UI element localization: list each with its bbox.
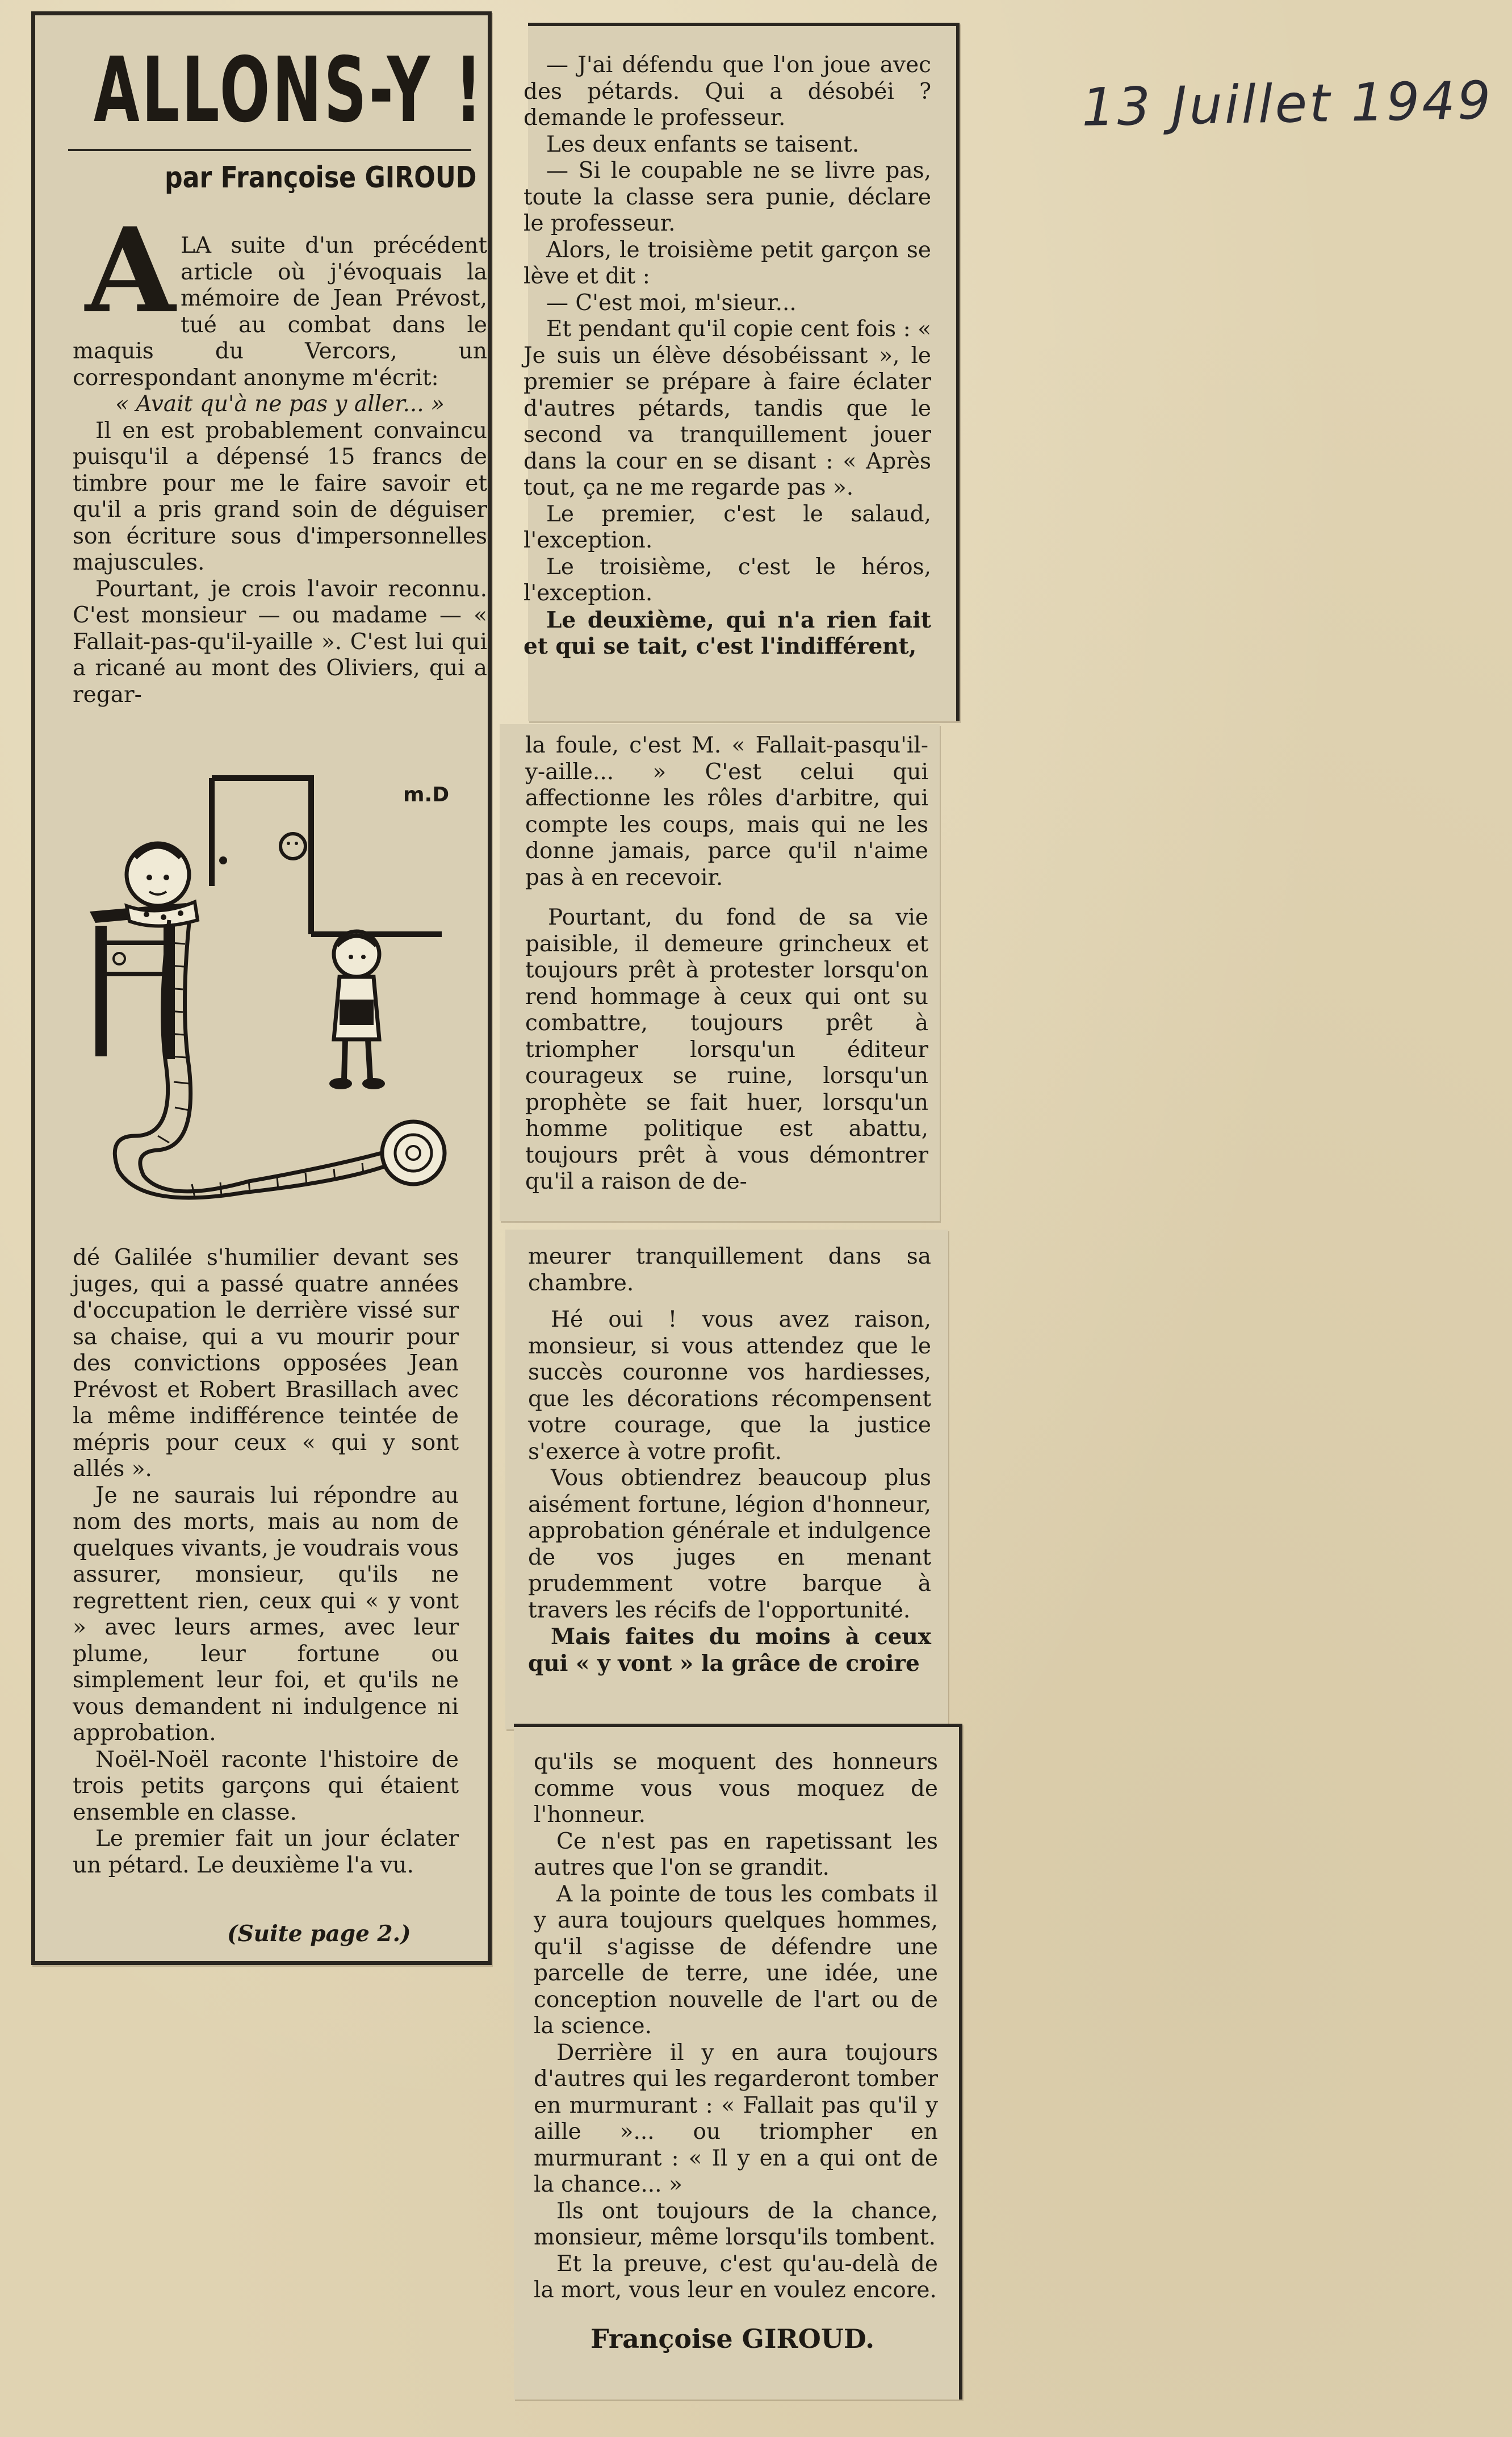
paragraph: la foule, c'est M. « Fallait-pasqu'il-y-aille... » C'est celui qui affectionne les rôles d'arbitre, qui compte les coups, mais qui ne les donne jamais, parce qu'il n'aime pas à en recevoir. bbox=[525, 733, 928, 891]
paragraph: qu'ils se moquent des honneurs comme vous vous moquez de l'honneur. bbox=[534, 1749, 938, 1828]
column-2a-text bbox=[523, 52, 931, 717]
paragraph: dé Galilée s'humilier devant ses juges, qui a passé quatre années d'occupation le derrière vissé sur sa chaise, qui a vu mourir pour des convictions opposées Jean Prévost et Robert Brasillach avec la même indifférence teintée de mépris pour ceux « qui y sont allés ». bbox=[73, 1245, 459, 1482]
paragraph: Hé oui ! vous avez raison, monsieur, si vous attendez que le succès couronne vos hardiesses, que les décorations récompensent votre courage, que la justice s'exerce à votre profit. bbox=[528, 1307, 931, 1465]
article-signature: Françoise GIROUD. bbox=[590, 2323, 875, 2354]
paragraph: Ce n'est pas en rapetissant les autres que l'on se grandit. bbox=[534, 1828, 938, 1880]
continued-note: (Suite page 2.) bbox=[227, 1921, 411, 1947]
paragraph: Pourtant, du fond de sa vie paisible, il demeure grincheux et toujours prêt à protester lorsqu'on rend hommage à ceux qui ont su combattre, toujours prêt à triompher lorsqu'un éditeur courageux se ruine, lorsqu'un prophète se fait huer, lorsqu'un homme politique est abattu, toujours prêt à vous démontrer qu'il a raison de de- bbox=[525, 905, 928, 1194]
paragraph: Pourtant, je crois l'avoir reconnu. C'est monsieur — ou madame — « Fallait-pas-qu'il-yaille ». C'est lui qui a ricané au mont des Oliviers, qui a regar- bbox=[73, 576, 487, 708]
paragraph: Le troisième, c'est le héros, l'exception. bbox=[523, 554, 931, 606]
paragraph: A la pointe de tous les combats il y aura toujours quelques hommes, qu'il s'agisse de défendre une parcelle de terre, une idée, une conception nouvelle de l'art ou de la science. bbox=[534, 1881, 938, 2039]
paragraph: LA suite d'un précédent article où j'évoquais la mémoire de Jean Prévost, tué au combat dans le maquis du Vercors, un correspondant anonyme m'écrit: bbox=[73, 233, 487, 391]
paragraph: Derrière il y en aura toujours d'autres qui les regarderont tomber en murmurant : « Fallait pas qu'il y aille »... ou triompher en murmurant : « Il y en a qui ont de la chance... » bbox=[534, 2039, 938, 2197]
paragraph: Et la preuve, c'est qu'au-delà de la mort, vous leur en voulez encore. bbox=[534, 2251, 938, 2303]
handwritten-date: 13 Juillet 1949 bbox=[1081, 70, 1494, 138]
paragraph: Ils ont toujours de la chance, monsieur, même lorsqu'ils tombent. bbox=[534, 2198, 938, 2250]
paragraph-quote: « Avait qu'à ne pas y aller... » bbox=[115, 391, 445, 417]
column-1-intro bbox=[73, 233, 487, 764]
paragraph: Je ne saurais lui répondre au nom des morts, mais au nom de quelques vivants, je voudrais vous assurer, monsieur, qu'ils ne regrettent rien, ceux qui « y vont » avec leurs armes, avec leur plume, leur fortune ou simplement leur foi, et qu'ils ne vous demandent ni indulgence ni approbation. bbox=[73, 1482, 459, 1746]
byline-rule bbox=[68, 149, 471, 151]
column-2d-text bbox=[534, 1749, 938, 2317]
paragraph: Noël-Noël raconte l'histoire de trois petits garçons qui étaient ensemble en classe. bbox=[73, 1746, 459, 1825]
paragraph: Le deuxième, qui n'a rien fait et qui se tait, c'est l'indifférent, bbox=[523, 607, 931, 659]
paragraph: Les deux enfants se taisent. bbox=[546, 131, 860, 157]
paragraph: Et pendant qu'il copie cent fois : « Je suis un élève désobéissant », le premier se prépare à faire éclater d'autres pétards, tandis que le second va tranquillement jouer dans la cour en se disant : « Après tout, ça ne me regarde pas ». bbox=[523, 316, 931, 500]
paragraph: Le premier fait un jour éclater un pétard. Le deuxième l'a vu. bbox=[73, 1826, 459, 1878]
article-headline: ALLONS-Y ! bbox=[94, 38, 484, 143]
column-2c-text bbox=[528, 1244, 931, 1727]
paragraph: — J'ai défendu que l'on joue avec des pétards. Qui a désobéi ? demande le professeur. bbox=[523, 52, 931, 131]
paragraph: Vous obtiendrez beaucoup plus aisément fortune, légion d'honneur, approbation générale et indulgence de vos juges en menant prudemment votre barque à travers les récifs de l'opportunité. bbox=[528, 1465, 931, 1623]
paragraph: — Si le coupable ne se livre pas, toute la classe sera punie, déclare le professeur. bbox=[523, 158, 931, 236]
paragraph: Mais faites du moins à ceux qui « y vont » la grâce de croire bbox=[528, 1624, 931, 1677]
cartoon-illustration bbox=[73, 772, 481, 1227]
column-1-continued bbox=[73, 1245, 459, 1915]
paragraph: Alors, le troisième petit garçon se lève et dit : bbox=[523, 237, 931, 289]
paragraph: Le premier, c'est le salaud, l'exception. bbox=[523, 501, 931, 553]
paragraph: Il en est probablement convaincu puisqu'il a dépensé 15 francs de timbre pour me le faire savoir et qu'il a pris grand soin de déguiser son écriture sous d'impersonnelles majuscules. bbox=[73, 417, 487, 575]
column-2b-text bbox=[525, 733, 928, 1215]
drop-cap: A bbox=[85, 203, 176, 339]
paragraph: meurer tranquillement dans sa chambre. bbox=[528, 1244, 931, 1296]
paragraph: — C'est moi, m'sieur... bbox=[546, 290, 797, 316]
cartoon-signature: m.D bbox=[403, 783, 450, 806]
article-byline: par Françoise GIROUD bbox=[165, 161, 477, 195]
